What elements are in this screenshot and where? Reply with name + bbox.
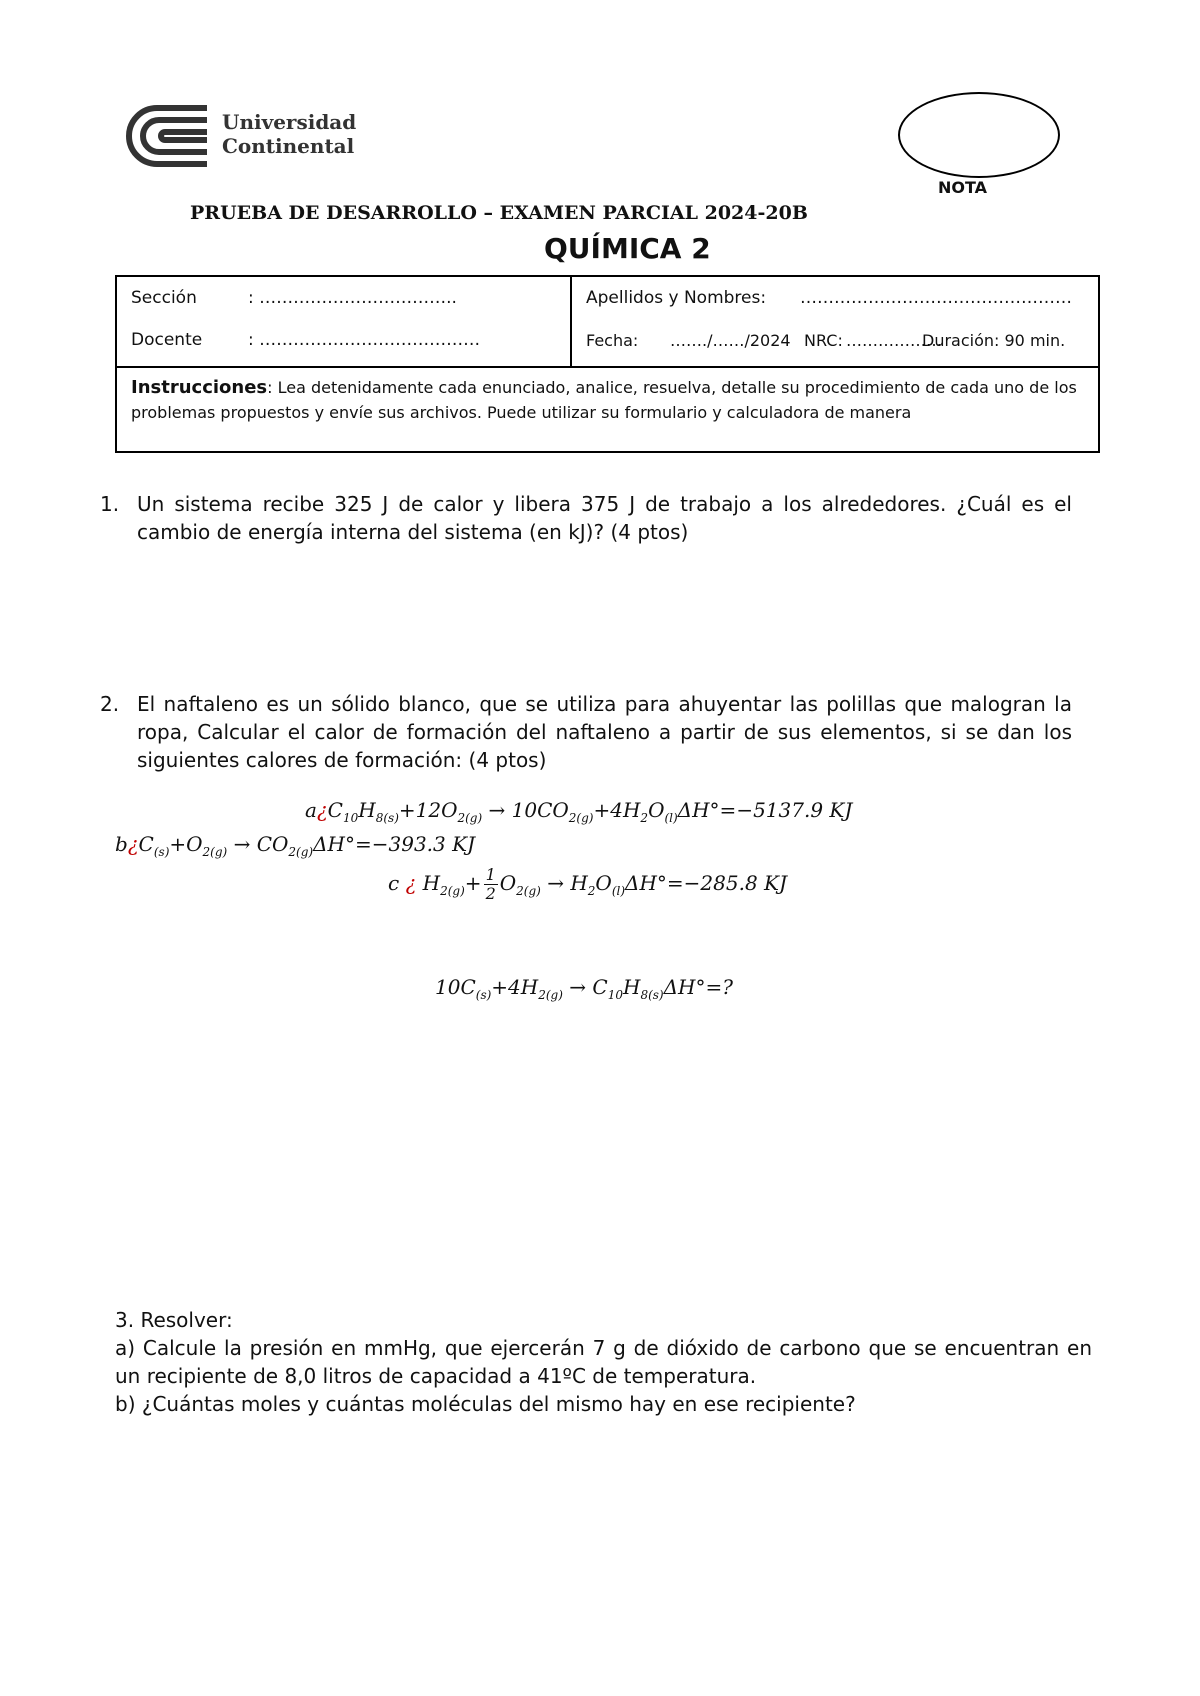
question-3-title: 3. Resolver: <box>115 1308 233 1332</box>
instructions-text: : Lea detenidamente cada enunciado, analice, resuelva, detalle su procedimiento de cada uno de los problemas propuestos y envíe sus archivos. Puede utilizar su formulario y calculadora de manera <box>131 378 1077 422</box>
equation-a-marker: ¿ <box>316 798 328 822</box>
equation-c: c ¿ $H_{2(g)}+$ $\frac{1}{2}$ $O_{2(g)} \to H_2O_{(l)}\Delta H^\circ=-285.8$ KJ <box>388 865 787 903</box>
instructions <box>131 375 1081 425</box>
nrc-label: NRC: <box>804 331 843 350</box>
university-name: Universidad Continental <box>222 110 357 158</box>
equation-a: $a¿C_{10}H_{8(s)}+12O_{2(g)} \to 10CO_{2(g)}+4H_2O_{(l)}\Delta H^\circ=-5137.9$ KJ <box>305 798 853 825</box>
equation-b-label: b <box>115 832 128 856</box>
docente-label: Docente <box>131 330 203 350</box>
apellidos-label: Apellidos y Nombres: <box>586 288 767 308</box>
question-1-text: Un sistema recibe 325 J de calor y libera 375 J de trabajo a los alrededores. ¿Cuál es el cambio de energía interna del sistema (en kJ)? (4 ptos) <box>137 492 1072 544</box>
equation-a-label: a <box>305 798 317 822</box>
seccion-field[interactable]: : …………………………….. <box>248 288 457 308</box>
fecha-label: Fecha: <box>586 331 639 350</box>
course-title: QUÍMICA 2 <box>544 232 711 265</box>
duracion-label: Duración: 90 min. <box>922 331 1066 350</box>
equation-c-label: c <box>388 871 400 895</box>
question-2-text: El naftaleno es un sólido blanco, que se utiliza para ahuyentar las polillas que malogran la ropa, Calcular el calor de formación del naftaleno a partir de sus elementos, si se dan los siguientes calores de formación: (4 ptos) <box>137 692 1072 772</box>
apellidos-field[interactable]: ………………………………………… <box>800 288 1072 308</box>
equation-a-enthalpy: ΔH°=−5137.9 KJ <box>677 798 853 822</box>
equation-c-marker: ¿ <box>405 871 417 895</box>
info-table-divider <box>570 275 572 367</box>
instructions-label: Instrucciones <box>131 377 268 398</box>
question-3-part-b: b) ¿Cuántas moles y cuántas moléculas del mismo hay en ese recipiente? <box>115 1392 856 1416</box>
question-1-number: 1. <box>100 492 120 516</box>
grade-label: NOTA <box>938 178 988 197</box>
question-3 <box>115 1306 1092 1418</box>
exam-title: PRUEBA DE DESARROLLO – EXAMEN PARCIAL 2024-20B <box>190 202 808 224</box>
question-3-part-a: a) Calcule la presión en mmHg, que ejercerán 7 g de dióxido de carbono que se encuentran en un recipiente de 8,0 litros de capacidad a 41ºC de temperatura. <box>115 1336 1092 1388</box>
equation-c-enthalpy: ΔH°=−285.8 KJ <box>625 871 787 895</box>
info-table-separator <box>115 366 1100 368</box>
docente-field[interactable]: : ………………………………… <box>248 330 481 350</box>
grade-oval <box>898 92 1060 178</box>
fraction-one-half: $\frac{1}{2}$ <box>485 865 496 903</box>
equation-b: $b¿C_{(s)}+O_{2(g)} \to CO_{2(g)}\Delta H^\circ=-393.3$ KJ <box>115 832 476 859</box>
nrc-field[interactable]: ……………… <box>846 331 942 350</box>
equation-target: $10C_{(s)}+4H_{2(g)} \to C_{10}H_{8(s)}\Delta H^\circ=$? <box>435 975 733 1002</box>
equation-target-enthalpy: ΔH°=? <box>663 975 733 999</box>
question-2-number: 2. <box>100 692 120 716</box>
equation-b-marker: ¿ <box>127 832 139 856</box>
seccion-label: Sección <box>131 288 197 308</box>
equation-b-enthalpy: ΔH°=−393.3 KJ <box>313 832 476 856</box>
fecha-field[interactable]: ……./……/2024 <box>670 331 791 350</box>
